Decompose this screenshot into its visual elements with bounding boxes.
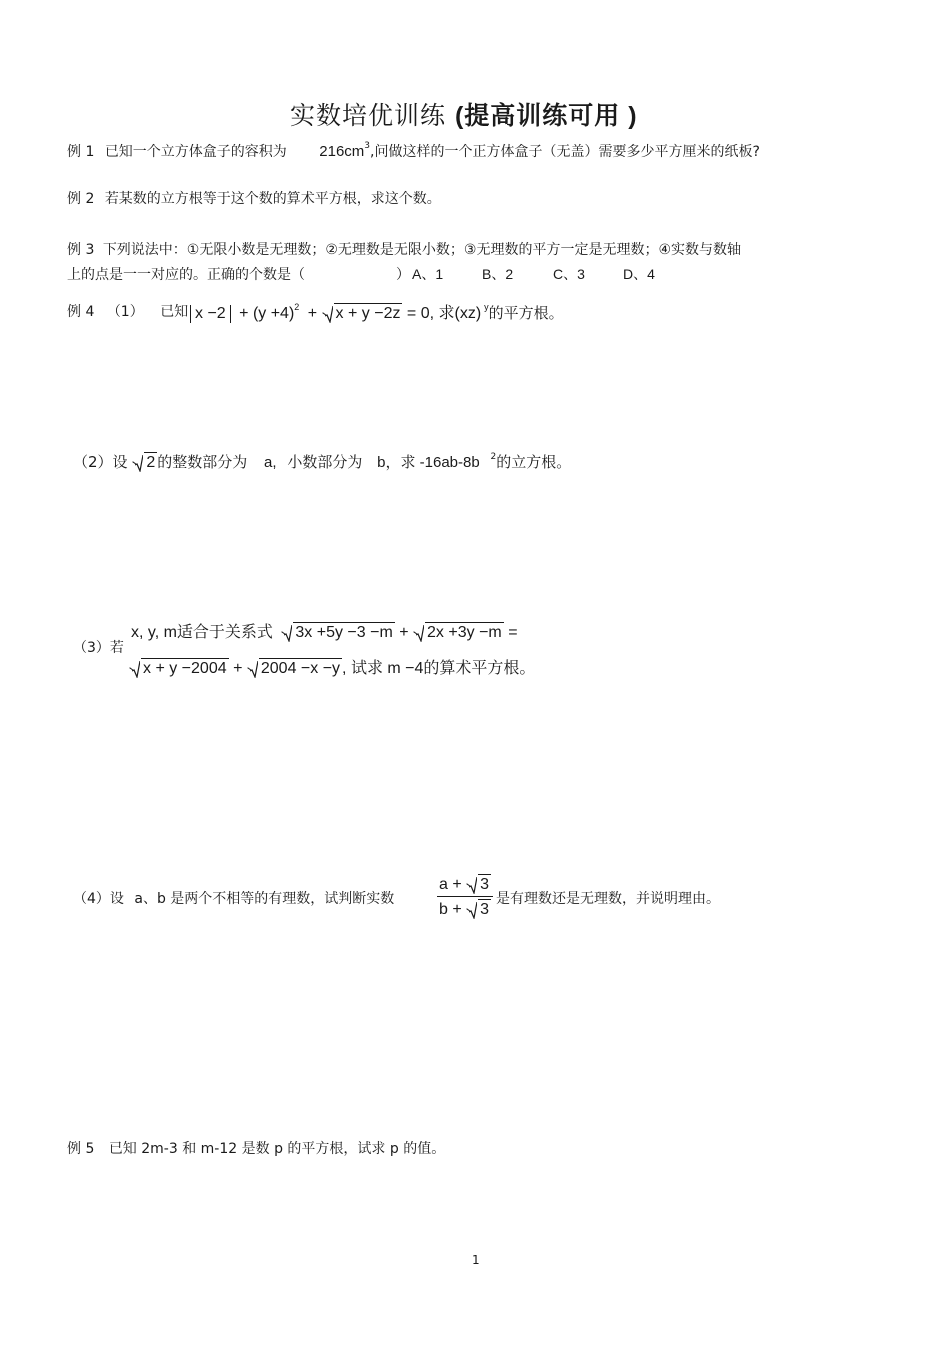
example-4-label: 例 4 — [67, 304, 95, 320]
example-1-label: 例 1 — [67, 144, 95, 160]
abs-expression: x −2 — [190, 305, 231, 323]
example-3-option-a: A、1 — [412, 266, 444, 282]
fraction — [437, 874, 493, 919]
sqrt-expression-4 — [247, 658, 342, 678]
sqrt-expression — [322, 303, 403, 323]
example-4-3-t1: 适合于关系式 — [176, 624, 273, 641]
plus-sign: + — [399, 624, 409, 641]
numerator-radicand: 3 — [480, 876, 490, 893]
radical-icon — [132, 661, 140, 678]
page-number: 1 — [472, 1253, 480, 1267]
example-4-3-line-1 — [131, 619, 518, 642]
equation-rest: = 0, 求( — [406, 305, 460, 322]
example-5 — [67, 1138, 445, 1158]
plus-sign-2: + — [307, 305, 318, 322]
title-paren: (提高训练可用 ) — [454, 102, 638, 130]
fraction-denominator — [437, 897, 493, 919]
sqrt-expression-2 — [413, 622, 504, 642]
plus-sign-2: + — [233, 660, 243, 677]
sqrt-expression-3 — [129, 658, 229, 678]
expression-m-4: m −4 — [387, 660, 424, 677]
radicand-1: 3x +5y −3 −m — [295, 624, 393, 641]
example-3-line2: 上的点是一一对应的。正确的个数是（ — [67, 267, 305, 283]
numerator-a: a + — [439, 876, 462, 893]
xz-term: xz) — [459, 305, 482, 322]
example-4-2-a: a, — [264, 454, 277, 471]
exponent-y: y — [484, 302, 489, 312]
example-4-1-formula — [190, 300, 564, 323]
vars: x, y, m — [131, 624, 177, 641]
square-base: (y +4) — [252, 305, 295, 322]
example-3-line1: 下列说法中：①无限小数是无理数；②无理数是无限小数；③无理数的平方一定是无理数；④实数与数轴 — [102, 242, 742, 258]
radical-icon — [416, 625, 424, 642]
title-main: 实数培优训练 — [290, 101, 447, 130]
example-1 — [67, 141, 760, 161]
example-3-option-d: D、4 — [623, 266, 655, 282]
example-1-text-b: ,问做这样的一个正方体盒子（无盖）需要多少平方厘米的纸板? — [370, 144, 760, 160]
example-2 — [67, 188, 441, 208]
square-exponent: 2 — [294, 302, 300, 312]
example-1-sup: 3 — [364, 141, 371, 151]
example-4-2-sub: （2）设 — [73, 453, 128, 471]
radicand-3: x + y −2004 — [143, 660, 227, 677]
example-1-value: 216cm — [319, 143, 365, 160]
example-4-3-sub: （3）若 — [73, 640, 124, 656]
example-4-2-sup: 2 — [490, 452, 497, 462]
example-4-3-t3: 的算术平方根。 — [423, 660, 536, 677]
numerator-sqrt — [466, 874, 491, 894]
example-1-text-a: 已知一个立方体盒子的容积为 — [104, 144, 287, 160]
radical-icon — [250, 661, 258, 678]
example-4-4-text-row — [73, 888, 394, 908]
example-3-option-c: C、3 — [553, 266, 585, 282]
example-4-1-known: 已知 — [160, 304, 189, 320]
fraction-numerator — [437, 874, 493, 897]
example-4-2-b: b，求 -16ab-8b — [377, 454, 480, 471]
radicand: x + y −2z — [335, 305, 401, 322]
radical-icon — [469, 902, 477, 919]
example-4-4-sub: （4）设 — [73, 891, 124, 907]
radicand-2: 2x +3y −m — [427, 624, 502, 641]
radical-icon — [325, 306, 333, 323]
example-4-label-row — [67, 301, 188, 321]
plus-sign: + — [239, 305, 249, 322]
example-4-3-t2: , 试求 — [342, 660, 383, 677]
page-title — [290, 96, 638, 132]
radicand-4: 2004 −x −y — [260, 660, 341, 677]
example-4-2-t2: 小数部分为 — [287, 453, 363, 471]
example-5-text: 已知 2m-3 和 m-12 是数 p 的平方根，试求 p 的值。 — [108, 1141, 446, 1157]
equals-sign: = — [508, 624, 518, 641]
example-4-4-tail: 是有理数还是无理数，并说明理由。 — [496, 891, 720, 907]
example-3-line-1 — [67, 239, 741, 259]
sqrt-2 — [132, 452, 157, 472]
example-2-label: 例 2 — [67, 191, 95, 207]
fraction-body — [437, 874, 493, 919]
example-4-3-line-2 — [129, 655, 535, 678]
example-4-2-t3: 的立方根。 — [496, 453, 572, 471]
example-3-line-2 — [67, 264, 305, 284]
example-4-4-text: a、b 是两个不相等的有理数，试判断实数 — [134, 891, 395, 907]
radical-icon — [135, 455, 143, 472]
radicand-2: 2 — [146, 454, 156, 471]
radical-icon — [284, 625, 292, 642]
sqrt-expression-1 — [281, 622, 394, 642]
example-4-2 — [73, 451, 571, 472]
example-3-option-b: B、2 — [482, 266, 514, 282]
example-4-2-t1: 的整数部分为 — [157, 453, 248, 471]
denominator-radicand: 3 — [480, 901, 490, 918]
example-4-1-sub: （1） — [106, 304, 144, 320]
denominator-sqrt — [466, 899, 491, 919]
example-3-label: 例 3 — [67, 242, 95, 258]
denominator-b: b + — [439, 901, 462, 918]
example-5-label: 例 5 — [67, 1141, 95, 1157]
example-3-paren-close: ） — [396, 267, 410, 283]
example-2-text: 若某数的立方根等于这个数的算术平方根，求这个数。 — [104, 191, 441, 207]
radical-icon — [469, 877, 477, 894]
example-4-1-tail: 的平方根。 — [488, 305, 564, 322]
